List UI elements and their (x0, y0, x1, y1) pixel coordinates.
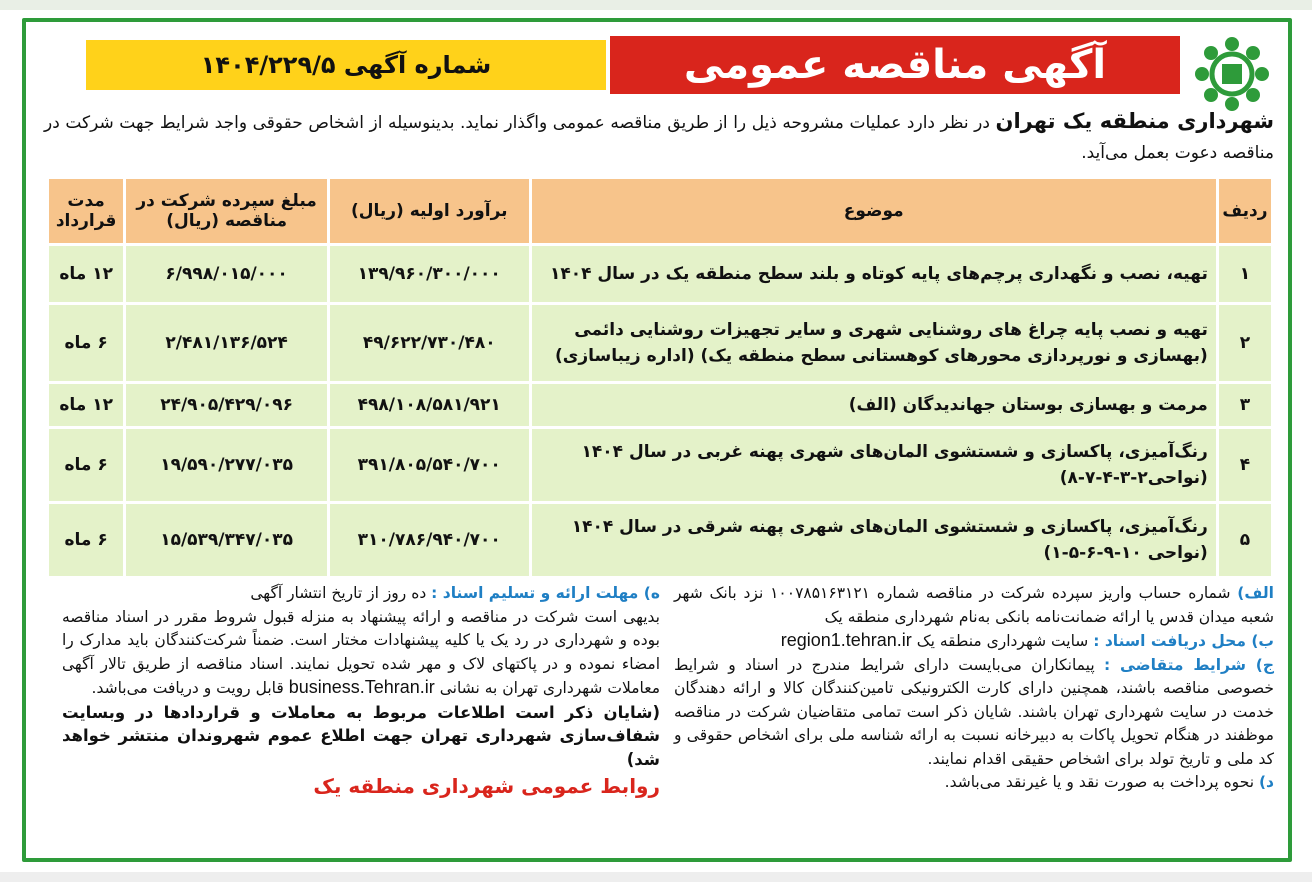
region1-link[interactable]: region1.tehran.ir (780, 630, 912, 650)
note-e (62, 582, 660, 606)
header-estimate: برآورد اولیه (ریال) (330, 179, 529, 243)
note-e-label: ه) مهلت ارائه و تسلیم اسناد : (431, 584, 660, 602)
row-index: ۴ (1219, 429, 1271, 501)
row-deposit: ۲/۴۸۱/۱۳۶/۵۲۴ (126, 305, 327, 381)
table-header-row (49, 179, 1271, 243)
municipality-name: شهرداری منطقه یک تهران (995, 109, 1274, 133)
public-relations-footer: روابط عمومی شهرداری منطقه یک (313, 774, 660, 798)
row-index: ۲ (1219, 305, 1271, 381)
business-link[interactable]: business.Tehran.ir (288, 677, 435, 697)
row-duration: ۱۲ ماه (49, 246, 123, 302)
row-subject: رنگ‌آمیزی، پاکسازی و شستشوی المان‌های شهری پهنه غربی در سال ۱۴۰۴ (نواحی۲-۳-۴-۷-۸) (532, 429, 1216, 501)
intro-paragraph (44, 106, 1274, 168)
row-estimate: ۳۱۰/۷۸۶/۹۴۰/۷۰۰ (330, 504, 529, 576)
bottom-strip (0, 872, 1312, 882)
row-estimate: ۱۳۹/۹۶۰/۳۰۰/۰۰۰ (330, 246, 529, 302)
note-d (674, 771, 1274, 795)
notes-left-column (62, 582, 660, 799)
row-subject: مرمت و بهسازی بوستان جهاندیدگان (الف) (532, 384, 1216, 426)
row-index: ۱ (1219, 246, 1271, 302)
note-c-text: پیمانکاران می‌بایست دارای شرایط مندرج در اسناد و شرایط خصوصی مناقصه باشند، همچنین دارای کارت الکترونیکی تامین‌کنندگان کالا و ارائه دهندگان خدمت در سایت شهرداری تهران باشند. شایان ذکر است تمامی متقاضیان شرکت در مناقصه موظفند در هنگام تحویل پاکات به دبیرخانه نسبت به ارائه شناسه ملی برای اشخاص حقوقی و کد ملی و تاریخ تولد برای اشخاص حقیقی اقدام نمایند. (674, 655, 1274, 768)
transparency-note: (شایان ذکر است اطلاعات مربوط به معاملات و قراردادها در وبسایت شفاف‌سازی شهرداری تهران جهت اطلاع عموم شهروندان منتشر خواهد شد) (62, 702, 660, 769)
ad-number-badge: شماره آگهی ۱۴۰۴/۲۲۹/۵ (86, 40, 606, 90)
header-subject: موضوع (532, 179, 1216, 243)
row-estimate: ۴۹۸/۱۰۸/۵۸۱/۹۲۱ (330, 384, 529, 426)
row-index: ۳ (1219, 384, 1271, 426)
note-e-text: ده روز از تاریخ انتشار آگهی (250, 584, 432, 602)
table-row (49, 305, 1271, 381)
table-row (49, 384, 1271, 426)
row-deposit: ۱۹/۵۹۰/۲۷۷/۰۳۵ (126, 429, 327, 501)
row-deposit: ۶/۹۹۸/۰۱۵/۰۰۰ (126, 246, 327, 302)
notice-title: آگهی مناقصه عمومی (610, 36, 1180, 94)
table-row (49, 429, 1271, 501)
row-duration: ۱۲ ماه (49, 384, 123, 426)
top-strip (0, 0, 1312, 10)
row-subject: رنگ‌آمیزی، پاکسازی و شستشوی المان‌های شهری پهنه شرقی در سال ۱۴۰۴ (نواحی ۱۰-۹-۶-۵-۱) (532, 504, 1216, 576)
row-duration: ۶ ماه (49, 504, 123, 576)
intro-text: در نظر دارد عملیات مشروحه ذیل را از طریق مناقصه عمومی واگذار نماید. بدینوسیله از اشخاص حقوقی واجد شرایط جهت شرکت در مناقصه دعوت بعمل می‌آید. (44, 113, 1274, 163)
row-deposit: ۱۵/۵۳۹/۳۴۷/۰۳۵ (126, 504, 327, 576)
note-c-label: ج) شرایط متقاضی : (1103, 655, 1274, 674)
row-estimate: ۴۹/۶۲۲/۷۳۰/۴۸۰ (330, 305, 529, 381)
notice-frame (22, 18, 1292, 862)
note-e-tail: قابل رویت و دریافت می‌باشد. (91, 679, 289, 697)
table-row (49, 504, 1271, 576)
row-duration: ۶ ماه (49, 429, 123, 501)
row-deposit: ۲۴/۹۰۵/۴۲۹/۰۹۶ (126, 384, 327, 426)
row-subject: تهیه، نصب و نگهداری پرچم‌های پایه کوتاه و بلند سطح منطقه یک در سال ۱۴۰۴ (532, 246, 1216, 302)
note-b (674, 629, 1274, 654)
header-duration: مدت قرارداد (49, 179, 123, 243)
row-estimate: ۳۹۱/۸۰۵/۵۴۰/۷۰۰ (330, 429, 529, 501)
tehran-municipality-logo-icon (1194, 36, 1270, 112)
notes-right-column (674, 582, 1274, 795)
note-d-text: نحوه پرداخت به صورت نقد و یا غیرنقد می‌باشد. (944, 773, 1259, 791)
tender-table (46, 176, 1274, 579)
table-row (49, 246, 1271, 302)
note-e-body (62, 606, 660, 701)
note-a-label: الف) (1237, 584, 1274, 602)
note-b-text: سایت شهرداری منطقه یک (911, 632, 1094, 650)
note-c (674, 654, 1274, 772)
row-duration: ۶ ماه (49, 305, 123, 381)
row-index: ۵ (1219, 504, 1271, 576)
header-deposit: مبلغ سپرده شرکت در مناقصه (ریال) (126, 179, 327, 243)
header-row-number: ردیف (1219, 179, 1271, 243)
note-d-label: د) (1258, 773, 1274, 791)
note-e-body-text: بدیهی است شرکت در مناقصه و ارائه پیشنهاد به منزله قبول شروط مقرر در اسناد مناقصه بوده و شهرداری در رد یک یا کلیه پیشنهادات مختار است. ضمناً شرکت‌کنندگان باید مدارک را امضاء نموده و در پاکتهای لاک و مهر شده تحویل نمایند. اسناد مناقصه از طریق تالار آگهی معاملات شهرداری تهران به نشانی (62, 607, 660, 697)
note-a (674, 582, 1274, 629)
note-a-text: شماره حساب واریز سپرده شرکت در مناقصه شماره ۱۰۰۷۸۵۱۶۳۱۲۱ نزد بانک شهر شعبه میدان قدس یا ارائه ضمانت‌نامه بانکی به‌نام شهرداری منطقه یک (674, 584, 1274, 626)
row-subject: تهیه و نصب پایه چراغ های روشنایی شهری و سایر تجهیزات روشنایی دائمی (بهسازی و نورپردازی محورهای کوهستانی سطح منطقه یک) (اداره زیباسازی) (532, 305, 1216, 381)
note-b-label: ب) محل دریافت اسناد : (1093, 632, 1274, 650)
